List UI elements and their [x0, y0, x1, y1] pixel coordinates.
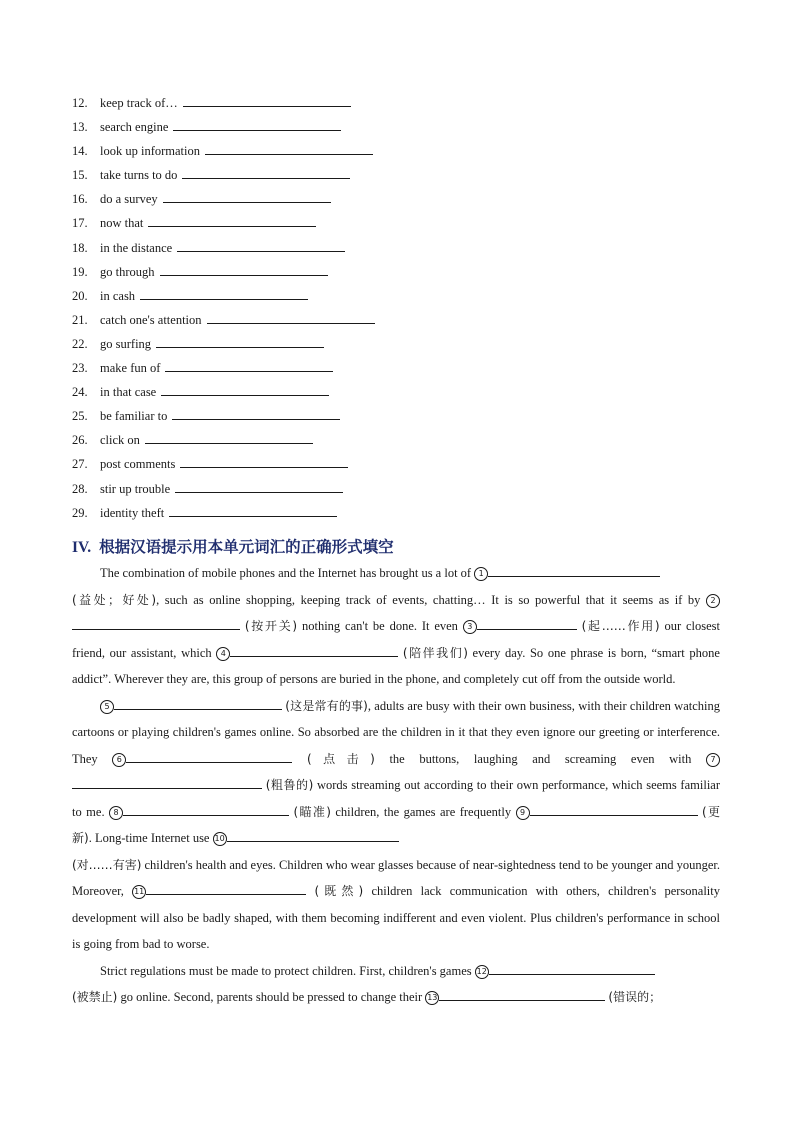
- hint-10: (对……有害): [72, 857, 142, 872]
- phrase-text: in cash: [100, 288, 136, 303]
- hint-13: (错误的；: [608, 990, 662, 1004]
- paragraph-1: [72, 560, 720, 693]
- phrase-number: 20.: [72, 288, 88, 303]
- answer-blank-9[interactable]: [530, 802, 698, 816]
- phrase-item: [72, 263, 712, 287]
- section-title: 根据汉语提示用本单元词汇的正确形式填空: [99, 538, 394, 556]
- translation-blank[interactable]: [207, 311, 375, 324]
- hint-6: (点击): [306, 751, 375, 766]
- phrase-text: in that case: [100, 385, 157, 400]
- translation-blank[interactable]: [177, 239, 345, 252]
- paragraph-2: [72, 693, 720, 958]
- phrase-item: [72, 142, 712, 166]
- blank-number-3: 3: [463, 620, 477, 634]
- phrase-text: stir up trouble: [100, 481, 171, 496]
- phrase-text: go surfing: [100, 336, 152, 351]
- hint-2: (按开关): [244, 619, 298, 633]
- answer-blank-4[interactable]: [230, 643, 398, 657]
- blank-number-8: 8: [109, 806, 123, 820]
- phrase-number: 14.: [72, 144, 88, 159]
- phrase-item: [72, 431, 712, 455]
- phrase-item: [72, 166, 712, 190]
- blank-number-1: 1: [474, 567, 488, 581]
- blank-number-6: 6: [112, 753, 126, 767]
- answer-blank-11[interactable]: [146, 881, 306, 895]
- phrase-text: in the distance: [100, 240, 173, 255]
- blank-number-12: 12: [475, 965, 489, 979]
- phrase-text: click on: [100, 433, 140, 448]
- passage-text: the buttons, laughing and screaming even with: [374, 751, 706, 766]
- blank-number-10: 10: [213, 832, 227, 846]
- passage-text: our closest friend, our assistant, which: [72, 619, 721, 660]
- translation-blank[interactable]: [160, 263, 328, 276]
- answer-blank-13[interactable]: [439, 987, 605, 1001]
- passage-text: children lack communication with others, children's personality development will also be badly shaped, with them becoming indifferent and even violent. Plus children's performance in school is going from bad to worse.: [72, 884, 720, 951]
- passage-text: , adults are busy with their own business, with their children watching cartoons or playing children's games online. So absorbed are the children in it that they even ignore our greeting or interference. They: [72, 698, 721, 766]
- hint-11: (既然): [314, 884, 364, 898]
- phrase-item: [72, 239, 712, 263]
- hint-4: (陪伴我们): [402, 645, 468, 660]
- phrase-item: [72, 118, 712, 142]
- translation-blank[interactable]: [165, 359, 333, 372]
- phrase-number: 29.: [72, 505, 88, 520]
- blank-number-13: 13: [425, 991, 439, 1005]
- phrase-number: 25.: [72, 409, 88, 424]
- phrase-text: post comments: [100, 457, 176, 472]
- blank-number-4: 4: [216, 647, 230, 661]
- phrase-number: 23.: [72, 361, 88, 376]
- phrase-number: 21.: [72, 312, 88, 327]
- phrase-number: 15.: [72, 168, 88, 183]
- phrase-item: [72, 359, 712, 383]
- hint-3: (起……作用): [581, 619, 660, 633]
- phrase-text: go through: [100, 264, 155, 279]
- phrase-item: [72, 311, 712, 335]
- phrase-number: 19.: [72, 264, 88, 279]
- passage-text: children, the games are frequently: [330, 804, 516, 819]
- phrase-text: make fun of: [100, 361, 161, 376]
- translation-blank[interactable]: [172, 407, 340, 420]
- answer-blank-8[interactable]: [123, 802, 289, 816]
- translation-blank[interactable]: [182, 166, 350, 179]
- passage-text: go online. Second, parents should be pressed to change their: [117, 990, 426, 1004]
- phrase-number: 17.: [72, 216, 88, 231]
- hint-7: (粗鲁的): [265, 778, 314, 792]
- answer-blank-12[interactable]: [489, 961, 655, 975]
- translation-blank[interactable]: [175, 480, 343, 493]
- passage-text: children's health and eyes. Children who wear glasses because of near-sightedness tend to be younger and younger. Moreover,: [72, 857, 720, 898]
- blank-number-2: 2: [706, 594, 720, 608]
- phrase-text: keep track of…: [100, 96, 178, 110]
- answer-blank-7[interactable]: [72, 775, 262, 789]
- phrase-text: search engine: [100, 120, 169, 135]
- phrase-number: 13.: [72, 120, 88, 135]
- translation-blank[interactable]: [156, 335, 324, 348]
- blank-number-11: 11: [132, 885, 146, 899]
- answer-blank-3[interactable]: [477, 616, 577, 630]
- phrase-item: [72, 335, 712, 359]
- passage-text: Strict regulations must be made to protect children. First, children's games: [100, 963, 475, 978]
- phrase-item: [72, 383, 712, 407]
- phrase-text: do a survey: [100, 192, 158, 207]
- phrase-number: 26.: [72, 433, 88, 448]
- passage-text: . Long-time Internet use: [88, 831, 213, 845]
- phrase-item: [72, 190, 712, 214]
- paragraph-3: [72, 958, 720, 1011]
- translation-blank[interactable]: [140, 287, 308, 300]
- phrase-number: 16.: [72, 192, 88, 207]
- phrase-item: [72, 480, 712, 504]
- blank-number-9: 9: [516, 806, 530, 820]
- translation-blank[interactable]: [180, 455, 348, 468]
- blank-number-7: 7: [706, 753, 720, 767]
- answer-blank-2[interactable]: [72, 616, 240, 630]
- hint-5: (这是常有的事): [285, 698, 368, 713]
- translation-blank[interactable]: [183, 94, 351, 107]
- hint-8: (瞄准): [293, 804, 331, 819]
- section-number: IV.: [72, 539, 92, 556]
- phrase-text: be familiar to: [100, 409, 168, 424]
- passage-text: nothing can't be done. It even: [297, 619, 463, 633]
- phrase-number: 18.: [72, 240, 88, 255]
- answer-blank-1[interactable]: [488, 563, 660, 577]
- hint-12: (被禁止): [72, 990, 118, 1004]
- phrase-item: [72, 94, 712, 118]
- phrase-text: look up information: [100, 144, 200, 159]
- translation-blank[interactable]: [161, 383, 329, 396]
- phrase-number: 22.: [72, 336, 88, 351]
- cloze-passage: [72, 560, 720, 1011]
- phrase-text: identity theft: [100, 505, 165, 520]
- answer-blank-5[interactable]: [114, 696, 282, 710]
- phrase-number: 24.: [72, 385, 88, 400]
- phrase-item: [72, 455, 712, 479]
- phrase-item: [72, 214, 712, 238]
- translation-blank[interactable]: [173, 118, 341, 131]
- translation-blank[interactable]: [205, 142, 373, 155]
- phrase-list: [72, 94, 712, 528]
- section-heading: [72, 535, 394, 557]
- translation-blank[interactable]: [145, 431, 313, 444]
- translation-blank[interactable]: [163, 190, 331, 203]
- passage-text: The combination of mobile phones and the Internet has brought us a lot of: [100, 566, 475, 580]
- passage-text: , such as online shopping, keeping track of events, chatting… It is so powerful that it seems as if by: [156, 592, 706, 607]
- phrase-item: [72, 504, 712, 528]
- passage-text: every day. So one phrase is born, “smart phone addict”. Wherever they are, this group of persons are buried in the phone, and completely cut off from the outside world.: [72, 645, 720, 686]
- phrase-text: now that: [100, 216, 144, 231]
- phrase-number: 28.: [72, 481, 88, 496]
- phrase-item: [72, 407, 712, 431]
- phrase-text: take turns to do: [100, 168, 178, 183]
- passage-text: words streaming out according to their own performance, which seems familiar to me.: [72, 778, 720, 819]
- hint-9: (更新): [72, 804, 721, 845]
- answer-blank-10[interactable]: [227, 828, 399, 842]
- phrase-number: 27.: [72, 457, 88, 472]
- translation-blank[interactable]: [169, 504, 337, 517]
- translation-blank[interactable]: [148, 214, 316, 227]
- answer-blank-6[interactable]: [126, 749, 292, 763]
- blank-number-5: 5: [100, 700, 114, 714]
- phrase-text: catch one's attention: [100, 312, 202, 327]
- hint-1: (益处；好处): [72, 592, 157, 607]
- phrase-item: [72, 287, 712, 311]
- phrase-number: 12.: [72, 96, 88, 110]
